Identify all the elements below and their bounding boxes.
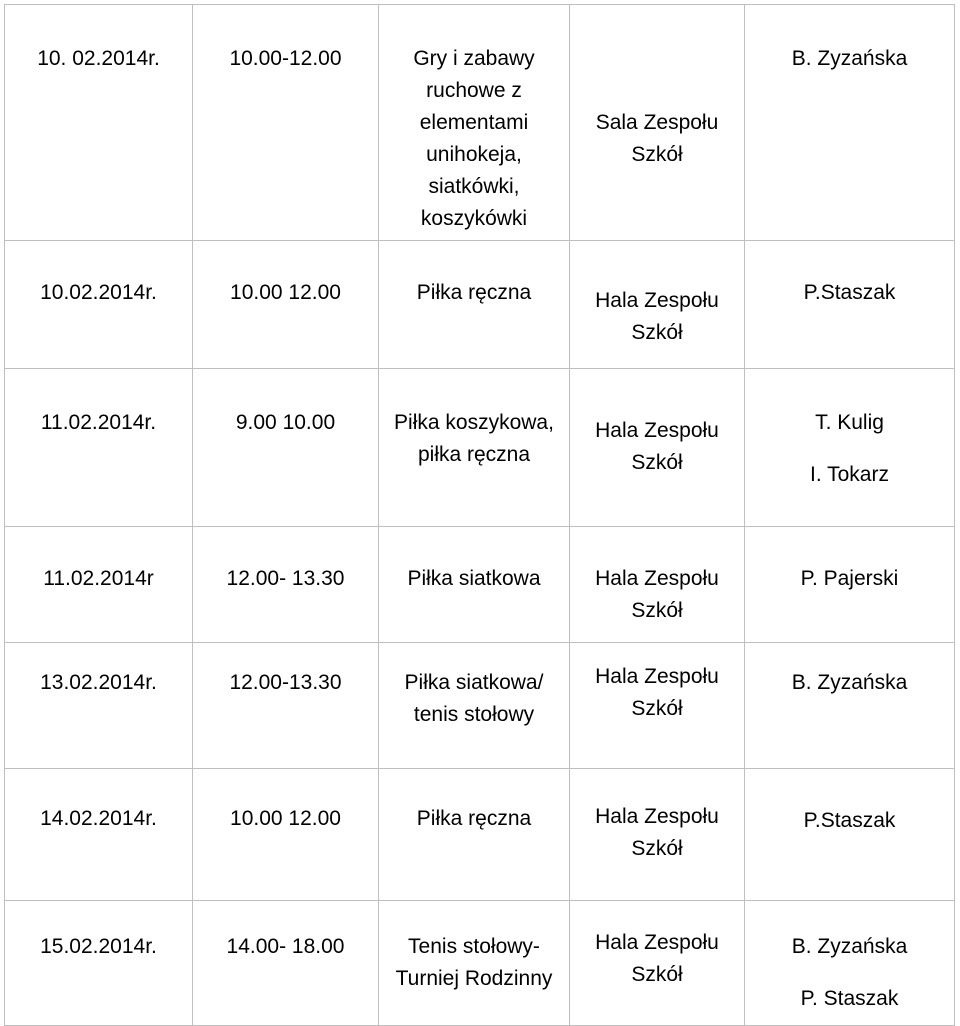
- date-cell: [5, 769, 193, 901]
- date-cell: [5, 527, 193, 643]
- person-line: P. Staszak: [800, 987, 899, 1010]
- time-cell: [193, 769, 379, 901]
- person-line: B. Zyzańska: [791, 935, 908, 958]
- activity-cell: [379, 369, 570, 527]
- place-line: Hala Zespołu: [595, 419, 719, 442]
- time-cell: [193, 643, 379, 769]
- time-cell: [193, 369, 379, 527]
- activity-line: elementami: [419, 111, 529, 134]
- place-line: Hala Zespołu: [595, 931, 719, 954]
- place-line: Szkół: [631, 143, 683, 166]
- person-line: P.Staszak: [803, 281, 896, 304]
- activity-cell: [379, 5, 570, 241]
- activity-line: koszykówki: [420, 207, 528, 230]
- date-cell: [5, 901, 193, 1026]
- place-line: Hala Zespołu: [595, 289, 719, 312]
- person-line: I. Tokarz: [810, 463, 889, 486]
- place-cell: [570, 769, 745, 901]
- table-row: [5, 901, 955, 1026]
- person-cell: [745, 5, 955, 241]
- place-cell: [570, 5, 745, 241]
- date-text: 14.02.2014r.: [40, 807, 157, 830]
- date-text: 10. 02.2014r.: [37, 47, 160, 70]
- time-text: 9.00 10.00: [235, 411, 336, 434]
- place-line: Szkół: [631, 321, 683, 344]
- time-text: 10.00 12.00: [230, 807, 341, 830]
- activity-line: Piłka siatkowa: [407, 567, 541, 590]
- date-text: 10.02.2014r.: [40, 281, 157, 304]
- activity-line: Piłka koszykowa,: [394, 411, 554, 434]
- place-line: Hala Zespołu: [595, 567, 719, 590]
- place-line: Szkół: [631, 451, 683, 474]
- place-line: Szkół: [631, 599, 683, 622]
- place-line: Szkół: [631, 963, 683, 986]
- person-line: B. Zyzańska: [791, 671, 908, 694]
- date-text: 11.02.2014r.: [40, 411, 157, 434]
- date-cell: [5, 643, 193, 769]
- table-row: [5, 241, 955, 369]
- activity-cell: [379, 769, 570, 901]
- time-text: 12.00-13.30: [229, 671, 342, 694]
- date-cell: [5, 5, 193, 241]
- activity-cell: [379, 241, 570, 369]
- person-line: P.Staszak: [803, 809, 896, 832]
- place-cell: [570, 369, 745, 527]
- person-cell: [745, 527, 955, 643]
- place-cell: [570, 643, 745, 769]
- person-line: P. Pajerski: [800, 567, 899, 590]
- person-cell: [745, 643, 955, 769]
- date-text: 13.02.2014r.: [40, 671, 157, 694]
- person-cell: [745, 241, 955, 369]
- activity-line: Gry i zabawy: [413, 47, 535, 70]
- activity-line: tenis stołowy: [413, 703, 535, 726]
- activity-line: Piłka ręczna: [416, 281, 532, 304]
- person-cell: [745, 901, 955, 1026]
- time-text: 12.00- 13.30: [226, 567, 345, 590]
- activity-line: Tenis stołowy-: [408, 935, 540, 958]
- date-cell: [5, 369, 193, 527]
- date-cell: [5, 241, 193, 369]
- table-row: [5, 369, 955, 527]
- table-row: [5, 643, 955, 769]
- time-cell: [193, 5, 379, 241]
- activity-cell: [379, 643, 570, 769]
- place-line: Hala Zespołu: [595, 665, 719, 688]
- time-cell: [193, 901, 379, 1026]
- date-text: 11.02.2014r: [43, 567, 154, 590]
- place-line: Szkół: [631, 837, 683, 860]
- place-cell: [570, 527, 745, 643]
- time-text: 10.00 12.00: [230, 281, 341, 304]
- place-line: Szkół: [631, 697, 683, 720]
- table-row: [5, 527, 955, 643]
- activity-line: piłka ręczna: [417, 443, 531, 466]
- activity-line: siatkówki,: [428, 175, 520, 198]
- time-cell: [193, 241, 379, 369]
- place-cell: [570, 901, 745, 1026]
- activity-cell: [379, 901, 570, 1026]
- activity-line: Turniej Rodzinny: [395, 967, 553, 990]
- activity-line: unihokeja,: [426, 143, 522, 166]
- place-line: Sala Zespołu: [595, 111, 719, 134]
- activity-line: ruchowe z: [426, 79, 522, 102]
- place-cell: [570, 241, 745, 369]
- activity-line: Piłka siatkowa/: [404, 671, 544, 694]
- activity-cell: [379, 527, 570, 643]
- table-row: [5, 5, 955, 241]
- person-cell: [745, 769, 955, 901]
- time-text: 14.00- 18.00: [226, 935, 345, 958]
- time-text: 10.00-12.00: [229, 47, 342, 70]
- place-line: Hala Zespołu: [595, 805, 719, 828]
- schedule-table: [4, 4, 955, 1026]
- table-row: [5, 769, 955, 901]
- activity-line: Piłka ręczna: [416, 807, 532, 830]
- person-cell: [745, 369, 955, 527]
- person-line: T. Kulig: [815, 411, 884, 434]
- person-line: B. Zyzańska: [791, 47, 908, 70]
- time-cell: [193, 527, 379, 643]
- date-text: 15.02.2014r.: [40, 935, 157, 958]
